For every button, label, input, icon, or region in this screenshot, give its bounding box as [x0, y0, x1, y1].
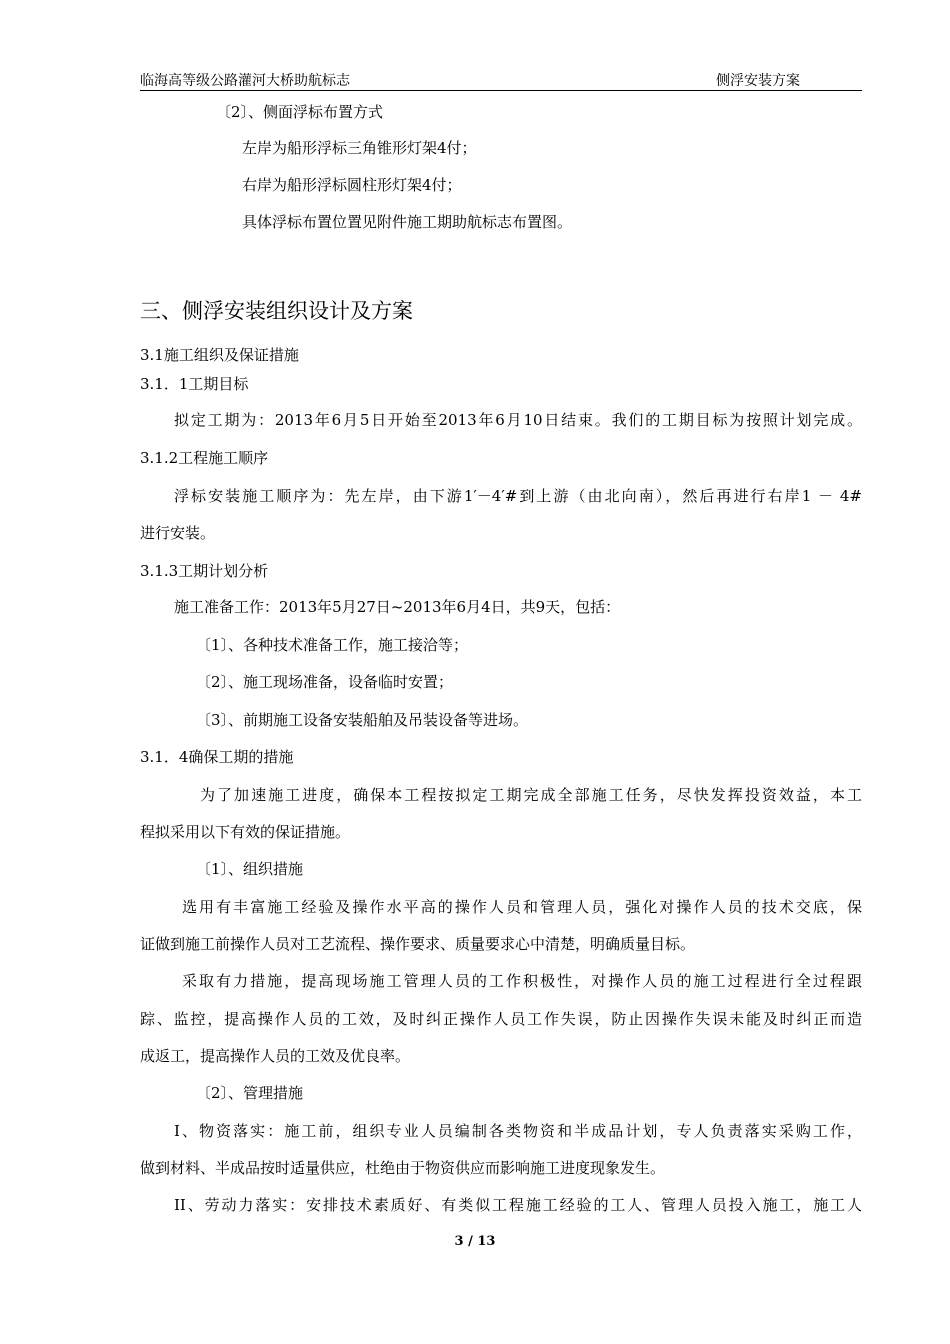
subsection-heading: 3.1施工组织及保证措施 [140, 346, 299, 364]
text-line: 选用有丰富施工经验及操作水平高的操作人员和管理人员，强化对操作人员的技术交底，保 [182, 898, 862, 916]
text-line: 做到材料、半成品按时适量供应，杜绝由于物资供应而影响施工进度现象发生。 [140, 1159, 666, 1177]
text-line: 进行安装。 [140, 524, 216, 542]
text-line: 具体浮标布置位置见附件施工期助航标志布置图。 [242, 213, 573, 231]
text-line: 左岸为船形浮标三角锥形灯架4付； [242, 139, 477, 157]
subsection-heading: 3.1.2工程施工顺序 [140, 449, 269, 467]
section-heading: 三、侧浮安装组织设计及方案 [140, 299, 413, 323]
subsection-heading: 3.1.3工期计划分析 [140, 562, 269, 580]
text-line: 程拟采用以下有效的保证措施。 [140, 823, 351, 841]
text-line: 右岸为船形浮标圆柱形灯架4付； [242, 176, 462, 194]
page-number: 3 / 13 [454, 1234, 496, 1249]
text-line: 成返工，提高操作人员的工效及优良率。 [140, 1047, 411, 1065]
header-section-title: 侧浮安装方案 [716, 73, 800, 89]
text-line: 证做到施工前操作人员对工艺流程、操作要求、质量要求心中清楚，明确质量目标。 [140, 935, 696, 953]
list-item: 〔2〕、施工现场准备，设备临时安置； [196, 673, 454, 691]
text-line: 浮标安装施工顺序为：先左岸，由下游1′－4′#到上游（由北向南），然后再进行右岸1 － 4# [174, 487, 862, 505]
subsection-heading: 3.1．4确保工期的措施 [140, 748, 294, 766]
list-item: 〔1〕、各种技术准备工作，施工接洽等； [196, 636, 469, 654]
page-header [140, 68, 862, 91]
text-line: 〔2〕、侧面浮标布置方式 [216, 103, 384, 121]
text-line: I、物资落实：施工前，组织专业人员编制各类物资和半成品计划，专人负责落实采购工作， [174, 1122, 862, 1140]
header-document-title: 临海高等级公路灌河大桥助航标志 [140, 73, 350, 89]
text-line: 踪、监控，提高操作人员的工效，及时纠正操作人员工作失误，防止因操作失误未能及时纠正而造 [140, 1010, 862, 1028]
text-line: II、劳动力落实：安排技术素质好、有类似工程施工经验的工人、管理人员投入施工，施工人 [174, 1196, 862, 1214]
list-item: 〔1〕、组织措施 [196, 860, 304, 878]
text-line: 施工准备工作：2013年5月27日~2013年6月4日，共9天，包括： [174, 598, 621, 616]
text-line: 为了加速施工进度，确保本工程按拟定工期完成全部施工任务，尽快发挥投资效益，本工 [200, 786, 862, 804]
text-line: 拟定工期为：2013年6月5日开始至2013年6月10日结束。我们的工期目标为按照计划完成。 [174, 411, 862, 429]
list-item: 〔2〕、管理措施 [196, 1084, 304, 1102]
list-item: 〔3〕、前期施工设备安装船舶及吊装设备等进场。 [196, 711, 529, 729]
text-line: 采取有力措施，提高现场施工管理人员的工作积极性，对操作人员的施工过程进行全过程跟 [182, 972, 862, 990]
subsection-heading: 3.1．1工期目标 [140, 375, 249, 393]
